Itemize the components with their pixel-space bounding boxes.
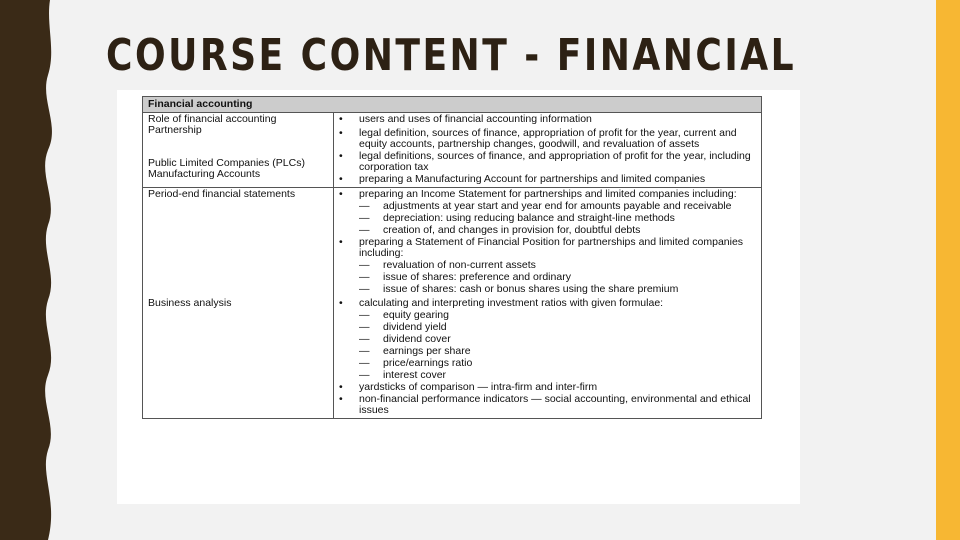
sub-item: — price/earnings ratio: [359, 357, 473, 369]
table-row: [143, 297, 762, 419]
bullet-icon: •: [339, 173, 343, 185]
sub-item: — adjustments at year start and year end for amounts payable and receivable: [359, 200, 732, 212]
list-item: • non-financial performance indicators — social accounting, environmental and ethical issues: [339, 393, 751, 416]
syllabus-table: [142, 96, 762, 419]
list-item: • legal definition, sources of finance, appropriation of profit for the year, current and equity accounts, partnership changes, goodwill, and revaluation of assets: [339, 127, 737, 150]
sub-item: — earnings per share: [359, 345, 471, 357]
slide-title: COURSE CONTENT - FINANCIAL: [106, 30, 797, 81]
left-decorative-bar: [0, 0, 58, 540]
bullet-icon: •: [339, 381, 343, 393]
sub-item: — dividend cover: [359, 333, 451, 345]
list-item: • preparing a Statement of Financial Position for partnerships and limited companies including:: [339, 236, 744, 259]
sub-item: — issue of shares: preference and ordinary: [359, 271, 571, 283]
bullet-icon: •: [339, 150, 343, 162]
table-row: [143, 188, 762, 298]
bullet-icon: •: [339, 127, 343, 139]
sub-item: — dividend yield: [359, 321, 447, 333]
content-cell: [334, 188, 762, 298]
syllabus-image: [117, 90, 800, 504]
topic-label: Partnership: [148, 124, 202, 136]
sub-item: — creation of, and changes in provision for, doubtful debts: [359, 224, 641, 236]
content-cell: [334, 297, 762, 419]
topic-label: Business analysis: [148, 297, 232, 309]
sub-item: — issue of shares: cash or bonus shares using the share premium: [359, 283, 679, 295]
sub-item: — interest cover: [359, 369, 447, 381]
sub-item: — revaluation of non-current assets: [359, 259, 536, 271]
sub-item: — equity gearing: [359, 309, 449, 321]
topic-label: Period-end financial statements: [148, 188, 296, 200]
topic-label: Public Limited Companies (PLCs): [148, 157, 305, 169]
bullet-icon: •: [339, 188, 343, 200]
bullet-icon: •: [339, 297, 343, 309]
list-item: • preparing an Income Statement for partnerships and limited companies including:: [339, 188, 737, 200]
bullet-icon: •: [339, 113, 343, 125]
table-header: Financial accounting: [143, 97, 762, 113]
topic-cell: [143, 297, 334, 419]
bullet-icon: •: [339, 393, 343, 405]
topic-label: Manufacturing Accounts: [148, 168, 261, 180]
list-item: • users and uses of financial accounting information: [339, 113, 592, 125]
topic-label: Role of financial accounting: [148, 113, 277, 125]
list-item: • yardsticks of comparison — intra-firm and inter-firm: [339, 381, 598, 393]
list-item: • calculating and interpreting investment ratios with given formulae:: [339, 297, 664, 309]
list-item: • legal definitions, sources of finance, and appropriation of profit for the year, including corporation tax: [339, 150, 751, 173]
bullet-icon: •: [339, 236, 343, 248]
content-cell: [334, 113, 762, 188]
table-row: [143, 113, 762, 188]
sub-item: — depreciation: using reducing balance and straight-line methods: [359, 212, 675, 224]
topic-cell: [143, 188, 334, 298]
list-item: • preparing a Manufacturing Account for partnerships and limited companies: [339, 173, 706, 185]
topic-cell: [143, 113, 334, 188]
right-accent-bar: [936, 0, 960, 540]
